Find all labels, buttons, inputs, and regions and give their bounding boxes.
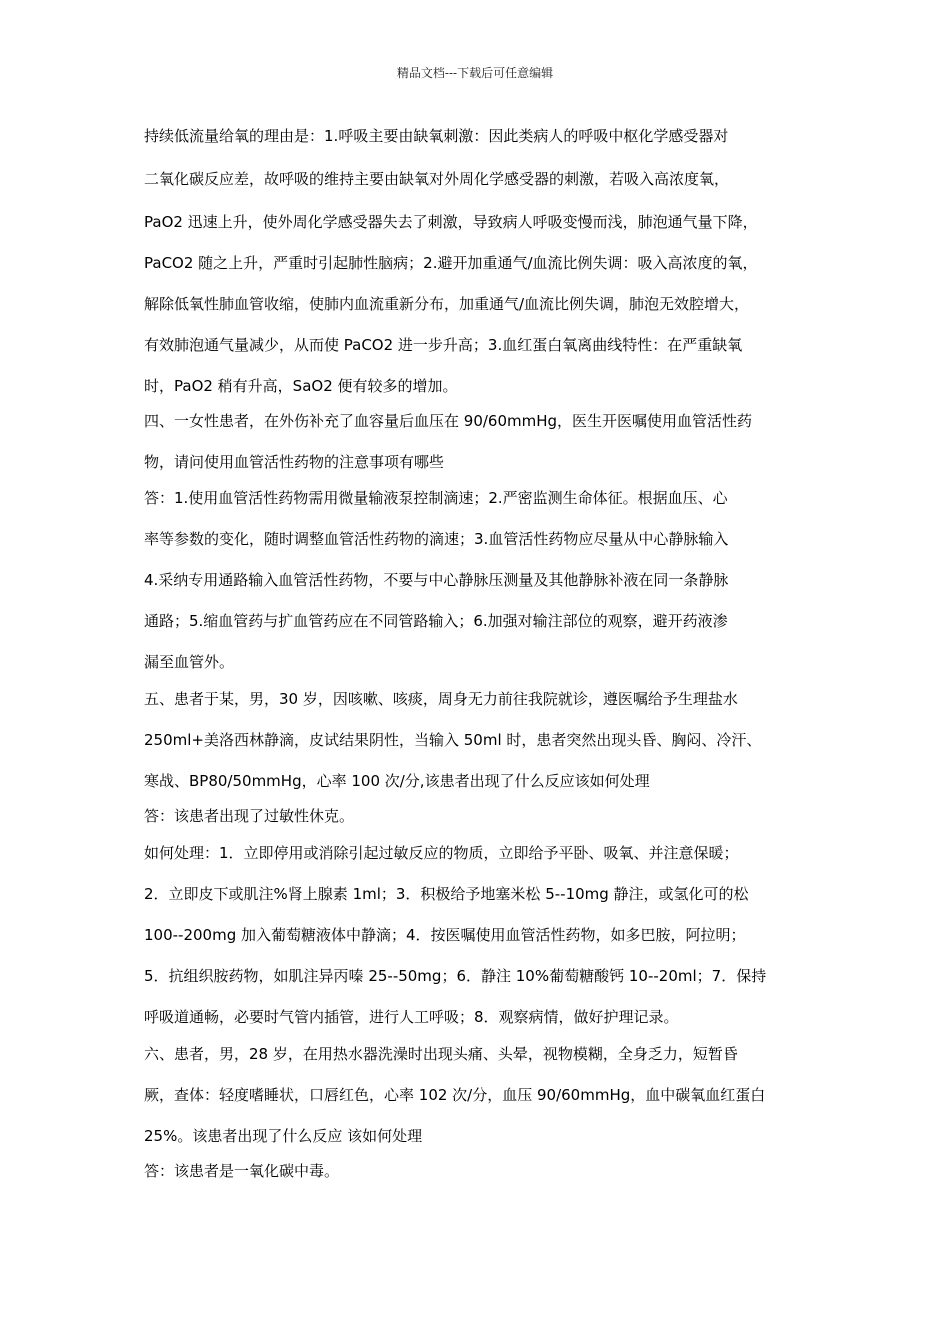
- text-line: 2．立即皮下或肌注%肾上腺素 1ml；3．积极给予地塞米松 5--10mg 静注，或氢化可的松: [144, 885, 749, 903]
- text-line: 通路；5.缩血管药与扩血管药应在不同管路输入；6.加强对输注部位的观察，避开药液渗: [144, 612, 728, 630]
- text-line: 率等参数的变化，随时调整血管活性药物的滴速；3.血管活性药物应尽量从中心静脉输入: [144, 530, 729, 548]
- text-line: 时，PaO2 稍有升高，SaO2 便有较多的增加。: [144, 377, 458, 395]
- answer-line: 答：1.使用血管活性药物需用微量输液泵控制滴速；2.严密监测生命体征。根据血压、心: [144, 489, 728, 507]
- text-line: 厥，查体：轻度嗜睡状，口唇红色，心率 102 次/分，血压 90/60mmHg，血中碳氧血红蛋白: [144, 1086, 766, 1104]
- text-line: 有效肺泡通气量减少，从而使 PaCO2 进一步升高；3.血红蛋白氧离曲线特性：在严重缺氧: [144, 336, 743, 354]
- text-line: 呼吸道通畅，必要时气管内插管，进行人工呼吸；8．观察病情，做好护理记录。: [144, 1008, 679, 1026]
- text-line: 100--200mg 加入葡萄糖液体中静滴；4．按医嘱使用血管活性药物，如多巴胺，阿拉明；: [144, 926, 746, 944]
- text-line: 250ml+美洛西林静滴，皮试结果阴性，当输入 50ml 时，患者突然出现头昏、胸闷、冷汗、: [144, 731, 762, 749]
- text-line: PaCO2 随之上升，严重时引起肺性脑病；2.避开加重通气/血流比例失调：吸入高浓度的氧，: [144, 254, 758, 272]
- text-line: 寒战、BP80/50mmHg，心率 100 次/分,该患者出现了什么反应该如何处理: [144, 772, 650, 790]
- text-line: 25%。该患者出现了什么反应 该如何处理: [144, 1127, 423, 1145]
- answer-line: 答：该患者是一氧化碳中毒。: [144, 1162, 340, 1180]
- text-line: 二氧化碳反应差，故呼吸的维持主要由缺氧对外周化学感受器的刺激，若吸入高浓度氧，: [144, 170, 730, 188]
- answer-line: 答：该患者出现了过敏性休克。: [144, 807, 355, 825]
- text-line: 如何处理：1．立即停用或消除引起过敏反应的物质，立即给予平卧、吸氧、并注意保暖；: [144, 844, 739, 862]
- text-line: 4.采纳专用通路输入血管活性药物，不要与中心静脉压测量及其他静脉补液在同一条静脉: [144, 571, 729, 589]
- section-heading: 六、患者，男，28 岁，在用热水器洗澡时出现头痛、头晕，视物模糊，全身乏力，短暂昏: [144, 1045, 738, 1063]
- text-line: 解除低氧性肺血管收缩，使肺内血流重新分布，加重通气/血流比例失调，肺泡无效腔增大，: [144, 295, 750, 313]
- section-heading: 四、一女性患者，在外伤补充了血容量后血压在 90/60mmHg，医生开医嘱使用血管活性药: [144, 412, 753, 430]
- text-line: 持续低流量给氧的理由是：1.呼吸主要由缺氧刺激：因此类病人的呼吸中枢化学感受器对: [144, 127, 729, 145]
- text-line: 物，请问使用血管活性药物的注意事项有哪些: [144, 453, 445, 471]
- section-heading: 五、患者于某，男，30 岁，因咳嗽、咳痰，周身无力前往我院就诊，遵医嘱给予生理盐水: [144, 690, 738, 708]
- text-line: PaO2 迅速上升，使外周化学感受器失去了刺激，导致病人呼吸变慢而浅，肺泡通气量下降，: [144, 213, 758, 231]
- text-line: 5．抗组织胺药物，如肌注异丙嗪 25--50mg；6．静注 10%葡萄糖酸钙 10--20ml；7．保持: [144, 967, 767, 985]
- page-header: 精品文档---下载后可任意编辑: [396, 66, 554, 80]
- text-line: 漏至血管外。: [144, 653, 235, 671]
